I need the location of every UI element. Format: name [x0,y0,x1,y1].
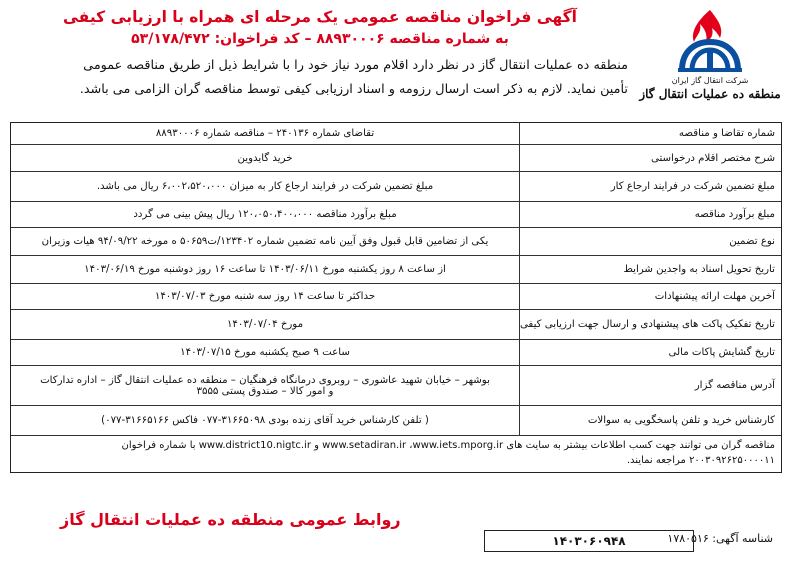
value-text: مورخ ۱۴۰۳/۰۷/۰۴ [226,319,304,330]
row-label: تاریخ گشایش پاکات مالی [519,340,781,365]
row-label: کارشناس خرید و تلفن پاسخگویی به سوالات [519,406,781,435]
row-label: آخرین مهلت ارائه پیشنهادات [519,284,781,309]
table-row [11,284,781,310]
value-text: یکی از تضامین قابل قبول وفق آیین نامه تضمین شماره ۱۲۳۴۰۲/ت۵۰۶۵۹ ه مورخه ۹۴/۰۹/۲۲ هیات وزیران [41,236,489,247]
notice-intro [8,54,628,102]
row-label: نوع تضمین [519,228,781,255]
value-text: از ساعت ۸ روز یکشنبه مورخ ۱۴۰۳/۰۶/۱۱ تا ساعت ۱۶ روز دوشنبه مورخ ۱۴۰۳/۰۶/۱۹ [84,264,446,275]
value-text: ( تلفن کارشناس خرید آقای زنده بودی ۳۱۶۶۵۰۹۸-۰۷۷ فاکس ۳۱۶۶۵۱۶۶-۰۷۷) [101,415,429,426]
row-value [11,310,519,339]
table-row [11,310,781,340]
row-label: آدرس مناقصه گزار [519,366,781,405]
flame-logo-icon [672,8,748,74]
table-row [11,202,781,228]
row-value [11,366,519,405]
value-text: خرید گایدوین [237,152,293,164]
value-text: بوشهر – خیابان شهید عاشوری – روبروی درمانگاه فرهنگیان – منطقه ده عملیات انتقال گاز – اداره تدارکات [40,374,490,386]
notice-footer [12,510,781,566]
table-row [11,145,781,172]
value-text: حداکثر تا ساعت ۱۴ روز سه شنبه مورخ ۱۴۰۳/۰۷/۰۳ [154,291,376,302]
row-value [11,123,519,144]
ad-id: شناسه آگهی: ۱۷۸۰۵۱۶ [667,532,773,545]
table-row [11,406,781,436]
row-value [11,202,519,227]
row-label: مبلغ تضمین شرکت در فرایند ارجاع کار [519,172,781,201]
table-row [11,172,781,202]
note-line: ۲۰۰۳۰۹۲۶۲۵۰۰۰۰۱۱ مراجعه نمایند. [626,455,775,466]
row-value [11,145,519,171]
logo-company-name: شرکت انتقال گاز ایران [671,76,749,85]
value-text: ساعت ۹ صبح یکشنبه مورخ ۱۴۰۳/۰۷/۱۵ [180,347,350,358]
logo-district-name: منطقه ده عملیات انتقال گاز [639,87,781,101]
value-text: تقاضای شماره ۲۴۰۱۳۶ – مناقصه شماره ۸۸۹۳۰۰۰۶ [155,128,375,139]
table-note [11,436,781,472]
value-text: و امور کالا – صندوق پستی ۳۵۵۵ [196,385,334,397]
row-value [11,406,519,435]
row-label: شماره تقاضا و مناقصه [519,123,781,144]
row-label: شرح مختصر اقلام درخواستی [519,145,781,171]
details-table [10,122,782,473]
table-row [11,256,781,284]
company-logo [635,8,785,116]
notice-title: آگهی فراخوان مناقصه عمومی یک مرحله ای همراه با ارزیابی کیفی [63,8,577,26]
row-value [11,172,519,201]
code-box [484,530,694,552]
intro-line: تأمین نماید. لازم به ذکر است ارسال رزومه و اسناد ارزیابی کیفی توسط مناقصه گران الزامی می باشد. [79,82,628,97]
row-value [11,228,519,255]
row-label: مبلغ برآورد مناقصه [519,202,781,227]
value-text: مبلغ برآورد مناقصه ۱۲۰،۰۵۰،۴۰۰،۰۰۰ ریال پیش بینی می گردد [133,209,397,220]
table-row [11,228,781,256]
public-relations-signature: روابط عمومی منطقه ده عملیات انتقال گاز [60,510,401,529]
row-value [11,340,519,365]
note-line: مناقصه گران می توانند جهت کسب اطلاعات بیشتر به سایت های www.setadiran.ir ،www.iets.mporg.ir و www.district10.nigtc.ir با شماره فراخوان [121,440,775,451]
notice-header [12,6,628,50]
table-row [11,366,781,406]
table-row [11,123,781,145]
table-note-row [11,436,781,472]
row-value [11,284,519,309]
table-row [11,340,781,366]
ad-code: ۱۴۰۳۰۶۰۹۴۸ [484,530,694,552]
row-label: تاریخ تفکیک پاکت های پیشنهادی و ارسال جهت ارزیابی کیفی [519,310,781,339]
intro-line: منطقه ده عملیات انتقال گاز در نظر دارد اقلام مورد نیاز خود را با شرایط ذیل از طریق مناقصه عمومی [83,58,628,73]
value-text: مبلغ تضمین شرکت در فرایند ارجاع کار به میزان ۶،۰۰۲،۵۲۰،۰۰۰ ریال می باشد. [96,181,434,192]
row-label: تاریخ تحویل اسناد به واجدین شرایط [519,256,781,283]
row-value [11,256,519,283]
notice-subtitle: به شماره مناقصه ۸۸۹۳۰۰۰۶ – کد فراخوان: ۵۳/۱۷۸/۴۷۲ [131,31,509,47]
